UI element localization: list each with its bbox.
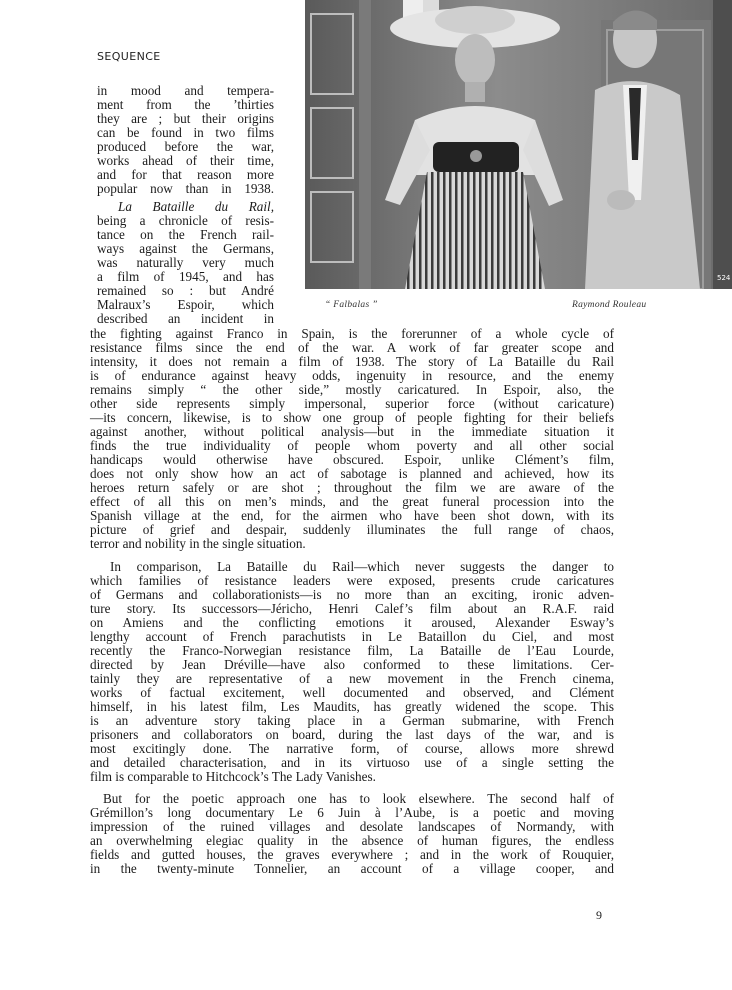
text-line: produced before the war, [97, 139, 274, 154]
text-line: in the twenty-minute Tonnelier, an account of a village cooper, and [90, 861, 614, 876]
text-line: intensity, it does not remain a film of 1938. The story of La Bataille du Rail [90, 354, 614, 369]
text-line: and for that reason more [97, 167, 274, 182]
text-line: resistance films since the end of the war. A work of far greater scope and [90, 340, 614, 355]
text-line: being a chronicle of resis- [97, 213, 274, 228]
text-line: ment from the ’thirties [97, 97, 274, 112]
figure-caption-right: Raymond Rouleau [572, 300, 647, 310]
text-line: against another, without political analysis—but in the immediate situation it [90, 424, 614, 439]
text-line: Spanish village at the end, for the airmen who have been shot down, with its [90, 508, 614, 523]
text-line: is an adventure story taking place in a German submarine, with French [90, 713, 614, 728]
text-line: tainly they are representative of a new movement in the French cinema, [90, 671, 614, 686]
text-line: was naturally very much [97, 255, 274, 270]
text-line: fields and gutted houses, the graves everywhere ; and in the work of Rouquier, [90, 847, 614, 862]
text-line: Malraux’s Espoir, which [97, 297, 274, 312]
text-line: described an incident in [97, 311, 274, 326]
text-line: remains simply “ the other side,” mostly caricatured. In Espoir, also, the [90, 382, 614, 397]
text-line: and detailed characterisation, and in its virtuoso use of a single setting the [90, 755, 614, 770]
text-line: impression of the ruined villages and desolate landscapes of Normandy, with [90, 819, 614, 834]
text-line: terror and nobility in the single situation. [90, 536, 306, 551]
text-line: works ahead of their time, [97, 153, 274, 168]
text-line: prisoners and collaborators on board, during the last days of the war, and is [90, 727, 614, 742]
figure-caption-left: “ Falbalas ” [325, 300, 378, 310]
text-line: on Amiens and the conflicting emotions it aroused, Alexander Esway’s [90, 615, 614, 630]
text-line: popular now than in 1938. [97, 181, 274, 196]
text-line: La Bataille du Rail, [118, 199, 274, 214]
text-line: does not only show how an act of sabotage is planned and achieved, how its [90, 466, 614, 481]
text-line: an overwhelming elegiac quality in the absence of human figures, the endless [90, 833, 614, 848]
text-line: the fighting against Franco in Spain, is the forerunner of a whole cycle of [90, 326, 614, 341]
text-line: which families of resistance leaders were exposed, presents crude caricatures [90, 573, 614, 588]
text-line: ways against the Germans, [97, 241, 274, 256]
text-line: picture of grief and despair, suddenly illuminates the full range of chaos, [90, 522, 614, 537]
text-line: finds the true individuality of people whom poverty and all other social [90, 438, 614, 453]
text-line: remained so : but André [97, 283, 274, 298]
text-line: —its concern, likewise, is to show one group of people fighting for their beliefs [90, 410, 614, 425]
text-line: other side represents simply impersonal, superior force (without caricature) [90, 396, 614, 411]
text-line: himself, in his latest film, Les Maudits, has greatly widened the scope. This [90, 699, 614, 714]
text-line: But for the poetic approach one has to look elsewhere. The second half of [103, 791, 614, 806]
running-head: SEQUENCE [97, 50, 161, 63]
text-line: directed by Jean Dréville—have also conformed to these limitations. Cer- [90, 657, 614, 672]
text-line: of Germans and collaborationists—is no more than an exciting, ironic adven- [90, 587, 614, 602]
text-line: in mood and tempera- [97, 83, 274, 98]
film-still-illustration [305, 0, 732, 289]
text-line: is of endurance against heavy odds, ingenuity in resource, and the enemy [90, 368, 614, 383]
text-line: works of factual excitement, well documented and observed, and Clément [90, 685, 614, 700]
text-line: recently the Franco-Norwegian resistance film, La Bataille de l’Eau Lourde, [90, 643, 614, 658]
text-line: heroes return safely or are shot ; throughout the film we are aware of the [90, 480, 614, 495]
page-number: 9 [596, 908, 602, 922]
text-line: tance on the French rail- [97, 227, 274, 242]
text-line: lengthy account of French parachutists in Le Bataillon du Ciel, and most [90, 629, 614, 644]
film-still-photo [305, 0, 732, 289]
text-line: Grémillon’s long documentary Le 6 Juin à l’Aube, is a poetic and moving [90, 805, 614, 820]
text-line: most excitingly done. The narrative form, of course, allows more shrewd [90, 741, 614, 756]
text-line: handicaps would otherwise have obscured. Espoir, unlike Clément’s film, [90, 452, 614, 467]
text-line: can be found in two films [97, 125, 274, 140]
text-line: ture story. Its successors—Jéricho, Henri Calef’s film about an R.A.F. raid [90, 601, 614, 616]
text-line: they are ; but their origins [97, 111, 274, 126]
text-line: a film of 1945, and has [97, 269, 274, 284]
text-line: In comparison, La Bataille du Rail—which never suggests the danger to [110, 559, 614, 574]
text-line: film is comparable to Hitchcock’s The Lady Vanishes. [90, 769, 376, 784]
still-number: 524 [717, 274, 731, 282]
text-line: effect of all this on men’s minds, and the great funeral procession into the [90, 494, 614, 509]
